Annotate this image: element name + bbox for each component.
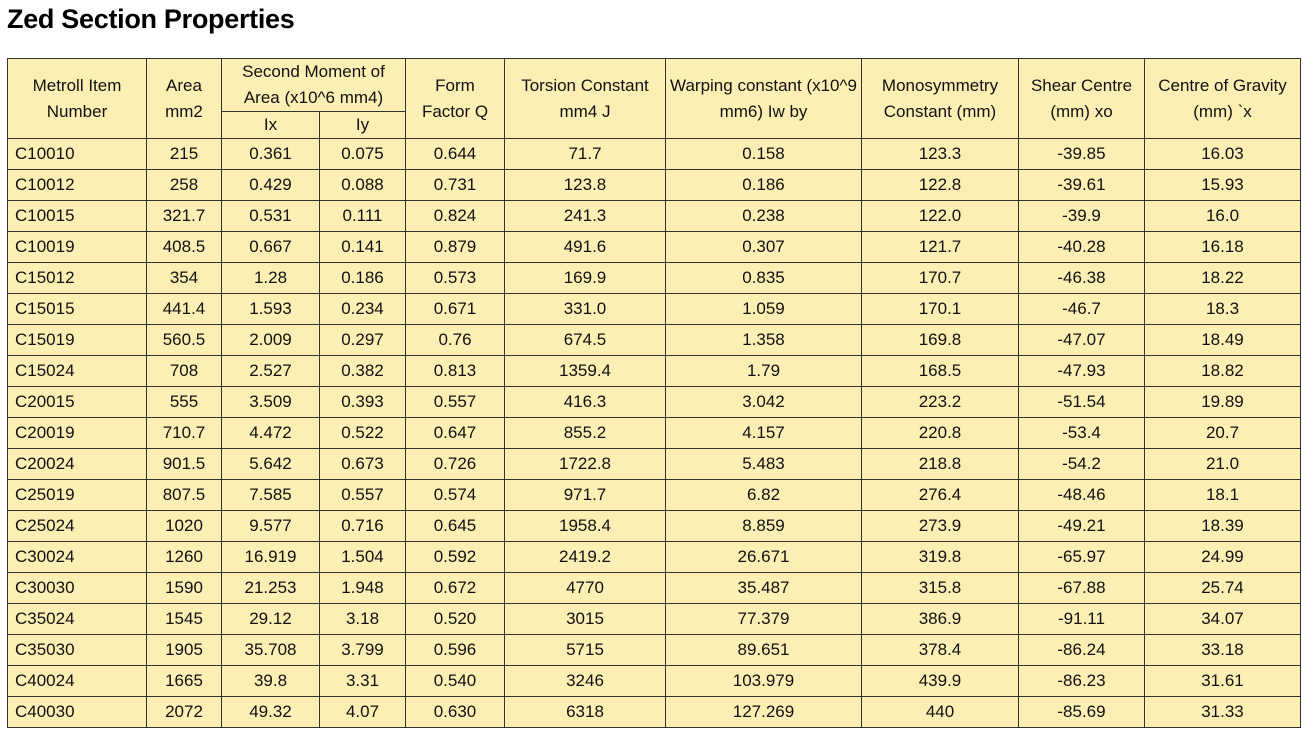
ix-cell: 29.12: [222, 604, 320, 635]
monosymmetry-cell: 276.4: [862, 480, 1019, 511]
item-number-cell: C15024: [8, 356, 147, 387]
table-row: [8, 511, 1301, 542]
torsion-constant-cell: 1722.8: [505, 449, 666, 480]
item-number-cell: C40030: [8, 697, 147, 728]
area-cell: 1020: [147, 511, 222, 542]
monosymmetry-cell: 220.8: [862, 418, 1019, 449]
item-number-cell: C35024: [8, 604, 147, 635]
item-number-cell: C20015: [8, 387, 147, 418]
area-cell: 1590: [147, 573, 222, 604]
area-cell: 258: [147, 170, 222, 201]
monosymmetry-cell: 223.2: [862, 387, 1019, 418]
monosymmetry-cell: 169.8: [862, 325, 1019, 356]
shear-centre-cell: -85.69: [1019, 697, 1145, 728]
form-factor-cell: 0.824: [406, 201, 505, 232]
table-row: [8, 356, 1301, 387]
area-cell: 807.5: [147, 480, 222, 511]
form-factor-cell: 0.557: [406, 387, 505, 418]
warping-constant-cell: 103.979: [666, 666, 862, 697]
header-area: Area mm2: [147, 59, 222, 139]
header-shear-centre: Shear Centre (mm) xo: [1019, 59, 1145, 139]
iy-cell: 0.111: [320, 201, 406, 232]
form-factor-cell: 0.672: [406, 573, 505, 604]
section-properties-table: [7, 58, 1301, 728]
form-factor-cell: 0.630: [406, 697, 505, 728]
form-factor-cell: 0.879: [406, 232, 505, 263]
item-number-cell: C35030: [8, 635, 147, 666]
monosymmetry-cell: 440: [862, 697, 1019, 728]
shear-centre-cell: -86.24: [1019, 635, 1145, 666]
monosymmetry-cell: 170.7: [862, 263, 1019, 294]
torsion-constant-cell: 674.5: [505, 325, 666, 356]
shear-centre-cell: -39.9: [1019, 201, 1145, 232]
centre-of-gravity-cell: 25.74: [1145, 573, 1301, 604]
torsion-constant-cell: 123.8: [505, 170, 666, 201]
iy-cell: 0.075: [320, 139, 406, 170]
iy-cell: 1.504: [320, 542, 406, 573]
table-row: [8, 449, 1301, 480]
header-ix: Ix: [222, 112, 320, 139]
area-cell: 2072: [147, 697, 222, 728]
shear-centre-cell: -51.54: [1019, 387, 1145, 418]
area-cell: 1545: [147, 604, 222, 635]
monosymmetry-cell: 170.1: [862, 294, 1019, 325]
table-header: [8, 59, 1301, 139]
form-factor-cell: 0.813: [406, 356, 505, 387]
form-factor-cell: 0.520: [406, 604, 505, 635]
ix-cell: 1.28: [222, 263, 320, 294]
item-number-cell: C25019: [8, 480, 147, 511]
header-torsion-constant: Torsion Constant mm4 J: [505, 59, 666, 139]
form-factor-cell: 0.647: [406, 418, 505, 449]
header-item-number: Metroll Item Number: [8, 59, 147, 139]
centre-of-gravity-cell: 18.39: [1145, 511, 1301, 542]
torsion-constant-cell: 855.2: [505, 418, 666, 449]
warping-constant-cell: 35.487: [666, 573, 862, 604]
warping-constant-cell: 0.307: [666, 232, 862, 263]
form-factor-cell: 0.731: [406, 170, 505, 201]
centre-of-gravity-cell: 21.0: [1145, 449, 1301, 480]
area-cell: 354: [147, 263, 222, 294]
centre-of-gravity-cell: 34.07: [1145, 604, 1301, 635]
monosymmetry-cell: 122.8: [862, 170, 1019, 201]
torsion-constant-cell: 4770: [505, 573, 666, 604]
warping-constant-cell: 0.835: [666, 263, 862, 294]
ix-cell: 0.667: [222, 232, 320, 263]
item-number-cell: C15012: [8, 263, 147, 294]
table-row: [8, 542, 1301, 573]
header-monosymmetry-constant: Monosymmetry Constant (mm): [862, 59, 1019, 139]
centre-of-gravity-cell: 16.03: [1145, 139, 1301, 170]
ix-cell: 35.708: [222, 635, 320, 666]
shear-centre-cell: -40.28: [1019, 232, 1145, 263]
monosymmetry-cell: 315.8: [862, 573, 1019, 604]
monosymmetry-cell: 319.8: [862, 542, 1019, 573]
shear-centre-cell: -49.21: [1019, 511, 1145, 542]
table-row: [8, 666, 1301, 697]
monosymmetry-cell: 121.7: [862, 232, 1019, 263]
iy-cell: 0.716: [320, 511, 406, 542]
form-factor-cell: 0.596: [406, 635, 505, 666]
table-row: [8, 418, 1301, 449]
torsion-constant-cell: 169.9: [505, 263, 666, 294]
monosymmetry-cell: 439.9: [862, 666, 1019, 697]
warping-constant-cell: 6.82: [666, 480, 862, 511]
item-number-cell: C10019: [8, 232, 147, 263]
item-number-cell: C15019: [8, 325, 147, 356]
iy-cell: 0.673: [320, 449, 406, 480]
warping-constant-cell: 1.358: [666, 325, 862, 356]
iy-cell: 3.799: [320, 635, 406, 666]
table-row: [8, 263, 1301, 294]
shear-centre-cell: -86.23: [1019, 666, 1145, 697]
torsion-constant-cell: 971.7: [505, 480, 666, 511]
item-number-cell: C30024: [8, 542, 147, 573]
shear-centre-cell: -53.4: [1019, 418, 1145, 449]
table-row: [8, 139, 1301, 170]
form-factor-cell: 0.726: [406, 449, 505, 480]
form-factor-cell: 0.671: [406, 294, 505, 325]
item-number-cell: C10010: [8, 139, 147, 170]
iy-cell: 0.522: [320, 418, 406, 449]
torsion-constant-cell: 1958.4: [505, 511, 666, 542]
iy-cell: 0.141: [320, 232, 406, 263]
table-row: [8, 170, 1301, 201]
header-second-moment: Second Moment of Area (x10^6 mm4): [222, 59, 406, 112]
iy-cell: 0.557: [320, 480, 406, 511]
ix-cell: 7.585: [222, 480, 320, 511]
ix-cell: 2.527: [222, 356, 320, 387]
warping-constant-cell: 3.042: [666, 387, 862, 418]
iy-cell: 0.234: [320, 294, 406, 325]
centre-of-gravity-cell: 18.1: [1145, 480, 1301, 511]
centre-of-gravity-cell: 19.89: [1145, 387, 1301, 418]
ix-cell: 0.531: [222, 201, 320, 232]
form-factor-cell: 0.592: [406, 542, 505, 573]
iy-cell: 1.948: [320, 573, 406, 604]
table-row: [8, 635, 1301, 666]
shear-centre-cell: -39.85: [1019, 139, 1145, 170]
ix-cell: 3.509: [222, 387, 320, 418]
area-cell: 555: [147, 387, 222, 418]
ix-cell: 5.642: [222, 449, 320, 480]
centre-of-gravity-cell: 16.18: [1145, 232, 1301, 263]
header-warping-constant: Warping constant (x10^9 mm6) Iw by: [666, 59, 862, 139]
item-number-cell: C40024: [8, 666, 147, 697]
ix-cell: 9.577: [222, 511, 320, 542]
warping-constant-cell: 89.651: [666, 635, 862, 666]
torsion-constant-cell: 6318: [505, 697, 666, 728]
shear-centre-cell: -91.11: [1019, 604, 1145, 635]
monosymmetry-cell: 218.8: [862, 449, 1019, 480]
iy-cell: 0.088: [320, 170, 406, 201]
form-factor-cell: 0.574: [406, 480, 505, 511]
ix-cell: 16.919: [222, 542, 320, 573]
ix-cell: 4.472: [222, 418, 320, 449]
monosymmetry-cell: 386.9: [862, 604, 1019, 635]
monosymmetry-cell: 168.5: [862, 356, 1019, 387]
item-number-cell: C30030: [8, 573, 147, 604]
centre-of-gravity-cell: 20.7: [1145, 418, 1301, 449]
item-number-cell: C20024: [8, 449, 147, 480]
form-factor-cell: 0.540: [406, 666, 505, 697]
shear-centre-cell: -46.7: [1019, 294, 1145, 325]
shear-centre-cell: -39.61: [1019, 170, 1145, 201]
iy-cell: 4.07: [320, 697, 406, 728]
table-body: [8, 139, 1301, 728]
torsion-constant-cell: 3015: [505, 604, 666, 635]
monosymmetry-cell: 122.0: [862, 201, 1019, 232]
warping-constant-cell: 8.859: [666, 511, 862, 542]
torsion-constant-cell: 5715: [505, 635, 666, 666]
item-number-cell: C25024: [8, 511, 147, 542]
header-centre-of-gravity: Centre of Gravity (mm) `x: [1145, 59, 1301, 139]
ix-cell: 0.361: [222, 139, 320, 170]
iy-cell: 0.382: [320, 356, 406, 387]
centre-of-gravity-cell: 18.49: [1145, 325, 1301, 356]
warping-constant-cell: 26.671: [666, 542, 862, 573]
header-form-factor: Form Factor Q: [406, 59, 505, 139]
torsion-constant-cell: 1359.4: [505, 356, 666, 387]
torsion-constant-cell: 3246: [505, 666, 666, 697]
area-cell: 710.7: [147, 418, 222, 449]
table-row: [8, 697, 1301, 728]
area-cell: 441.4: [147, 294, 222, 325]
table-row: [8, 201, 1301, 232]
area-cell: 215: [147, 139, 222, 170]
page-title: Zed Section Properties: [7, 4, 295, 34]
monosymmetry-cell: 378.4: [862, 635, 1019, 666]
form-factor-cell: 0.645: [406, 511, 505, 542]
torsion-constant-cell: 491.6: [505, 232, 666, 263]
ix-cell: 1.593: [222, 294, 320, 325]
torsion-constant-cell: 2419.2: [505, 542, 666, 573]
torsion-constant-cell: 331.0: [505, 294, 666, 325]
iy-cell: 3.18: [320, 604, 406, 635]
torsion-constant-cell: 416.3: [505, 387, 666, 418]
table-row: [8, 573, 1301, 604]
area-cell: 408.5: [147, 232, 222, 263]
shear-centre-cell: -54.2: [1019, 449, 1145, 480]
ix-cell: 2.009: [222, 325, 320, 356]
centre-of-gravity-cell: 16.0: [1145, 201, 1301, 232]
area-cell: 1665: [147, 666, 222, 697]
shear-centre-cell: -65.97: [1019, 542, 1145, 573]
iy-cell: 0.186: [320, 263, 406, 294]
centre-of-gravity-cell: 18.22: [1145, 263, 1301, 294]
table-row: [8, 232, 1301, 263]
centre-of-gravity-cell: 18.3: [1145, 294, 1301, 325]
warping-constant-cell: 0.186: [666, 170, 862, 201]
shear-centre-cell: -67.88: [1019, 573, 1145, 604]
warping-constant-cell: 1.79: [666, 356, 862, 387]
table-row: [8, 387, 1301, 418]
table-row: [8, 480, 1301, 511]
form-factor-cell: 0.76: [406, 325, 505, 356]
warping-constant-cell: 1.059: [666, 294, 862, 325]
area-cell: 1905: [147, 635, 222, 666]
shear-centre-cell: -48.46: [1019, 480, 1145, 511]
ix-cell: 21.253: [222, 573, 320, 604]
centre-of-gravity-cell: 31.61: [1145, 666, 1301, 697]
item-number-cell: C15015: [8, 294, 147, 325]
table-row: [8, 604, 1301, 635]
item-number-cell: C10012: [8, 170, 147, 201]
centre-of-gravity-cell: 33.18: [1145, 635, 1301, 666]
warping-constant-cell: 77.379: [666, 604, 862, 635]
area-cell: 708: [147, 356, 222, 387]
item-number-cell: C20019: [8, 418, 147, 449]
area-cell: 901.5: [147, 449, 222, 480]
form-factor-cell: 0.573: [406, 263, 505, 294]
centre-of-gravity-cell: 24.99: [1145, 542, 1301, 573]
header-iy: Iy: [320, 112, 406, 139]
table-row: [8, 294, 1301, 325]
monosymmetry-cell: 123.3: [862, 139, 1019, 170]
area-cell: 1260: [147, 542, 222, 573]
warping-constant-cell: 127.269: [666, 697, 862, 728]
area-cell: 560.5: [147, 325, 222, 356]
warping-constant-cell: 4.157: [666, 418, 862, 449]
ix-cell: 0.429: [222, 170, 320, 201]
centre-of-gravity-cell: 18.82: [1145, 356, 1301, 387]
table-row: [8, 325, 1301, 356]
warping-constant-cell: 0.158: [666, 139, 862, 170]
centre-of-gravity-cell: 31.33: [1145, 697, 1301, 728]
area-cell: 321.7: [147, 201, 222, 232]
shear-centre-cell: -46.38: [1019, 263, 1145, 294]
item-number-cell: C10015: [8, 201, 147, 232]
form-factor-cell: 0.644: [406, 139, 505, 170]
iy-cell: 0.297: [320, 325, 406, 356]
monosymmetry-cell: 273.9: [862, 511, 1019, 542]
iy-cell: 3.31: [320, 666, 406, 697]
warping-constant-cell: 5.483: [666, 449, 862, 480]
ix-cell: 49.32: [222, 697, 320, 728]
iy-cell: 0.393: [320, 387, 406, 418]
shear-centre-cell: -47.93: [1019, 356, 1145, 387]
ix-cell: 39.8: [222, 666, 320, 697]
centre-of-gravity-cell: 15.93: [1145, 170, 1301, 201]
torsion-constant-cell: 71.7: [505, 139, 666, 170]
torsion-constant-cell: 241.3: [505, 201, 666, 232]
warping-constant-cell: 0.238: [666, 201, 862, 232]
shear-centre-cell: -47.07: [1019, 325, 1145, 356]
